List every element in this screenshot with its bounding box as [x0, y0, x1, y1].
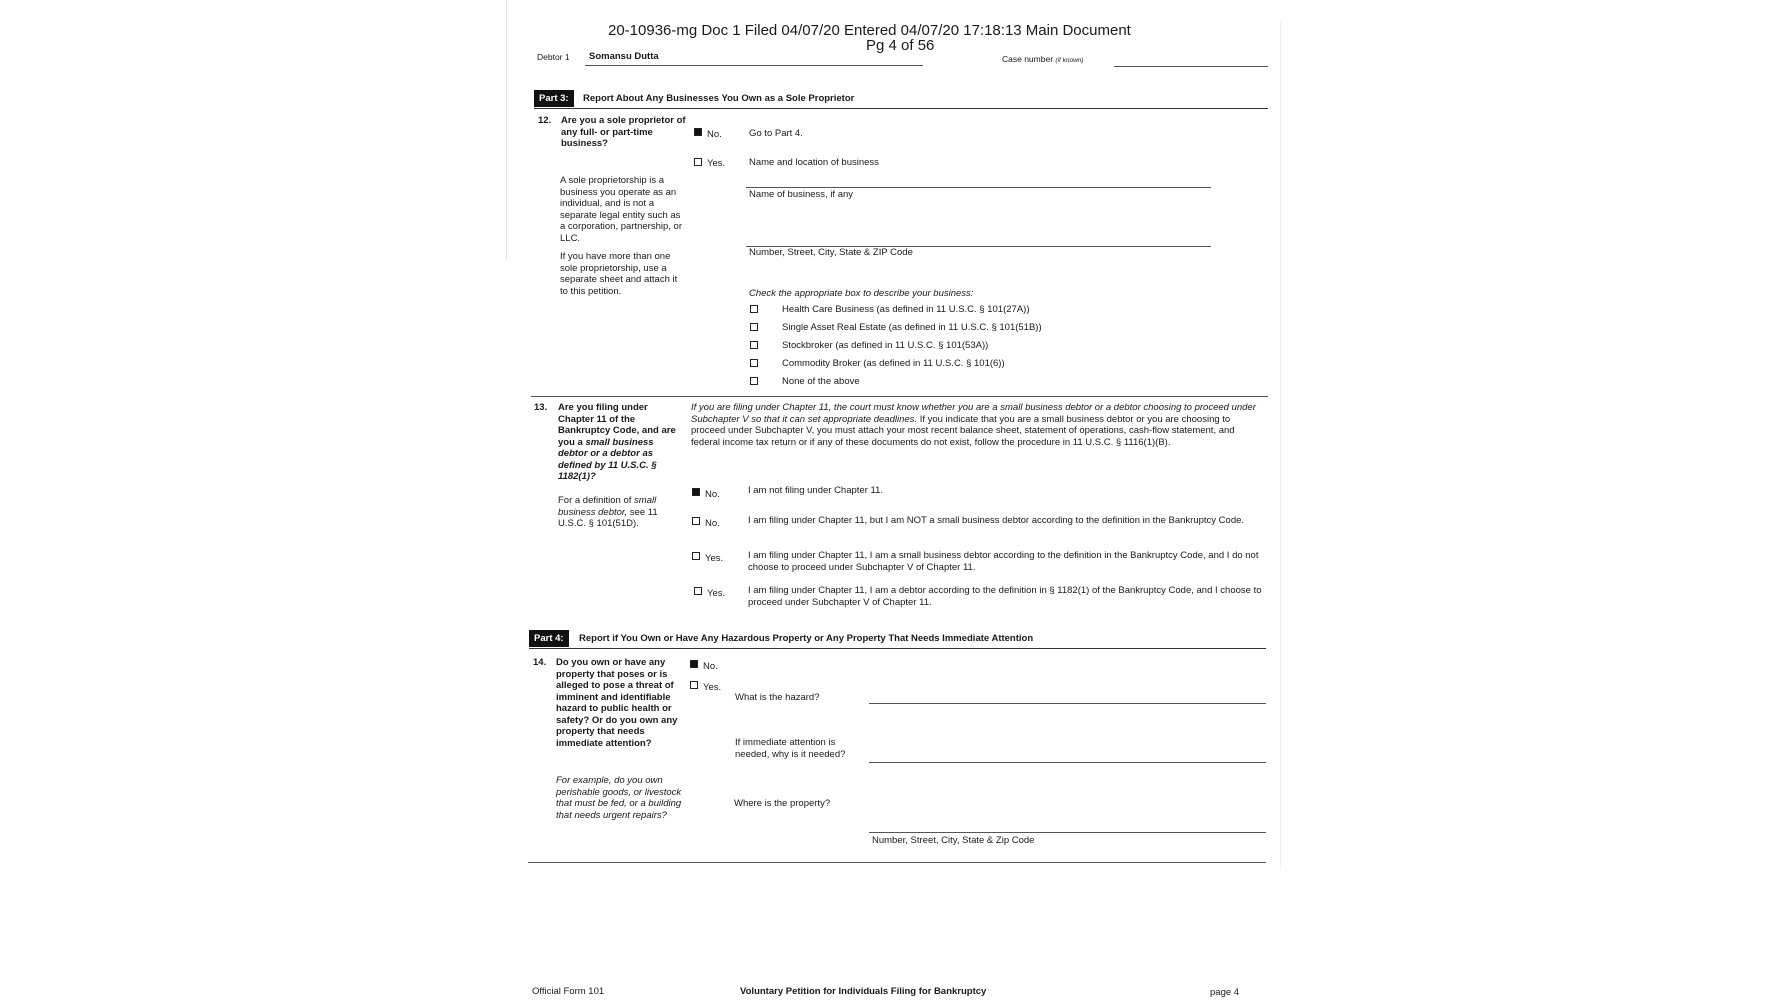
q12-yes-checkbox[interactable]: [694, 158, 702, 166]
case-number-line: [1114, 66, 1268, 67]
q12-no-text: Go to Part 4.: [749, 128, 803, 139]
attention-line[interactable]: [869, 762, 1266, 763]
footer-form-name: Official Form 101: [532, 986, 605, 997]
part4-rule: [529, 648, 1266, 649]
q13-yes-small-business-label: Yes.: [705, 553, 724, 564]
q12-no-label: No.: [707, 129, 722, 140]
q13-yes-subchapter-v-label: Yes.: [707, 588, 726, 599]
business-type-checkbox-none[interactable]: [750, 377, 758, 385]
q12-question: Are you a sole proprietor of any full- or part-time business?: [561, 115, 686, 149]
page-count: Pg 4 of 56: [866, 37, 935, 54]
q13-no-not-small-business-checkbox[interactable]: [692, 517, 700, 525]
q13-number: 13.: [534, 402, 548, 413]
business-name-line[interactable]: [746, 187, 1211, 188]
property-location-label: Where is the property?: [734, 798, 831, 809]
debtor-name-line: [585, 65, 923, 66]
business-type-instruction: Check the appropriate box to describe your business:: [749, 288, 974, 299]
debtor-name: Somansu Dutta: [589, 51, 659, 62]
q12-number: 12.: [538, 115, 552, 126]
q12-yes-text: Name and location of business: [749, 157, 879, 168]
case-number-label: Case number (if known): [1002, 54, 1084, 64]
q13-yes-subchapter-v-text: I am filing under Chapter 11, I am a debtor according to the definition in § 1182(1) of the Bankruptcy Code, and I choose to proceed under Subchapter V of Chapter 11.: [748, 585, 1262, 608]
business-type-health-care: Health Care Business (as defined in 11 U.S.C. § 101(27A)): [782, 304, 1030, 315]
business-type-commodity-broker: Commodity Broker (as defined in 11 U.S.C. § 101(6)): [782, 358, 1005, 369]
business-type-none: None of the above: [782, 376, 860, 387]
business-type-checkbox-stockbroker[interactable]: [750, 341, 758, 349]
business-type-checkbox-single-asset[interactable]: [750, 323, 758, 331]
business-type-checkbox-health-care[interactable]: [750, 305, 758, 313]
debtor-label: Debtor 1: [537, 52, 570, 62]
hazard-line[interactable]: [869, 703, 1266, 704]
q12-help-multiple: If you have more than one sole proprietorship, use a separate sheet and attach it to this petition.: [560, 251, 678, 297]
property-address-line[interactable]: [869, 832, 1266, 833]
case-header-line: 20-10936-mg Doc 1 Filed 04/07/20 Entered 04/07/20 17:18:13 Main Document: [608, 22, 1131, 39]
footer-form-title: Voluntary Petition for Individuals Filing for Bankruptcy: [740, 986, 987, 997]
q14-example: For example, do you own perishable goods, or livestock that must be fed, or a building that needs urgent repairs?: [556, 775, 682, 821]
q13-question: Are you filing under Chapter 11 of the Bankruptcy Code, and are you a small business debtor or a debtor as defined by 11 U.S.C. § 1182(1)?: [558, 402, 676, 482]
part3-rule: [534, 108, 1268, 109]
q14-number: 14.: [533, 657, 547, 668]
q12-help-sole-proprietorship: A sole proprietorship is a business you operate as an individual, and is not a separate legal entity such as a corporation, partnership, or LLC.: [560, 175, 682, 244]
q12-no-checkbox[interactable]: [694, 128, 702, 136]
q13-no-not-filing-text: I am not filing under Chapter 11.: [748, 485, 884, 496]
q14-separator: [528, 862, 1266, 863]
footer-page-number: page 4: [1210, 987, 1240, 998]
q13-no-not-filing-label: No.: [705, 489, 720, 500]
property-address-caption: Number, Street, City, State & Zip Code: [872, 835, 1035, 846]
q13-yes-subchapter-v-checkbox[interactable]: [694, 587, 702, 595]
hazard-label: What is the hazard?: [735, 692, 820, 703]
q14-yes-checkbox[interactable]: [690, 681, 698, 689]
q14-no-label: No.: [703, 661, 718, 672]
q13-intro: If you are filing under Chapter 11, the court must know whether you are a small business debtor or a debtor choosing to proceed under Subchapter V so that it can set appropriate deadlines. If you indicate that you are a small business debtor or you are choosing to proceed under Subchapter V, you must attach your most recent balance sheet, statement of operations, cash-flow statement, and federal income tax return or if any of these documents do not exist, follow the procedure in 11 U.S.C. § 1116(1)(B).: [691, 402, 1256, 448]
part4-tag: Part 4:: [529, 630, 569, 647]
q13-help: For a definition of small business debtor, see 11 U.S.C. § 101(51D).: [558, 495, 658, 529]
q14-no-checkbox[interactable]: [690, 660, 698, 668]
q13-no-not-filing-checkbox[interactable]: [692, 488, 700, 496]
q14-question: Do you own or have any property that poses or is alleged to pose a threat of imminent and identifiable hazard to public health or safety? Or do you own any property that needs immediate attention?: [556, 657, 678, 749]
attention-label: If immediate attention is needed, why is it needed?: [735, 737, 846, 760]
business-name-caption: Name of business, if any: [749, 189, 854, 200]
q13-no-not-small-business-text: I am filing under Chapter 11, but I am NOT a small business debtor according to the definition in the Bankruptcy Code.: [748, 515, 1245, 526]
q14-yes-label: Yes.: [703, 682, 722, 693]
q13-yes-small-business-text: I am filing under Chapter 11, I am a small business debtor according to the definition in the Bankruptcy Code, and I do not choose to proceed under Subchapter V of Chapter 11.: [748, 550, 1259, 573]
q13-yes-small-business-checkbox[interactable]: [692, 552, 700, 560]
part3-title: Report About Any Businesses You Own as a Sole Proprietor: [583, 93, 855, 104]
part4-title: Report if You Own or Have Any Hazardous Property or Any Property That Needs Immediate Attention: [579, 633, 1034, 644]
business-type-stockbroker: Stockbroker (as defined in 11 U.S.C. § 101(53A)): [782, 340, 989, 351]
business-type-checkbox-commodity-broker[interactable]: [750, 359, 758, 367]
part3-tag: Part 3:: [534, 90, 574, 107]
q12-separator: [531, 396, 1268, 397]
business-type-single-asset: Single Asset Real Estate (as defined in 11 U.S.C. § 101(51B)): [782, 322, 1042, 333]
q13-no-not-small-business-label: No.: [705, 518, 720, 529]
q12-yes-label: Yes.: [707, 158, 726, 169]
case-number-note: (if known): [1055, 57, 1084, 64]
business-address-caption: Number, Street, City, State & ZIP Code: [749, 247, 913, 258]
